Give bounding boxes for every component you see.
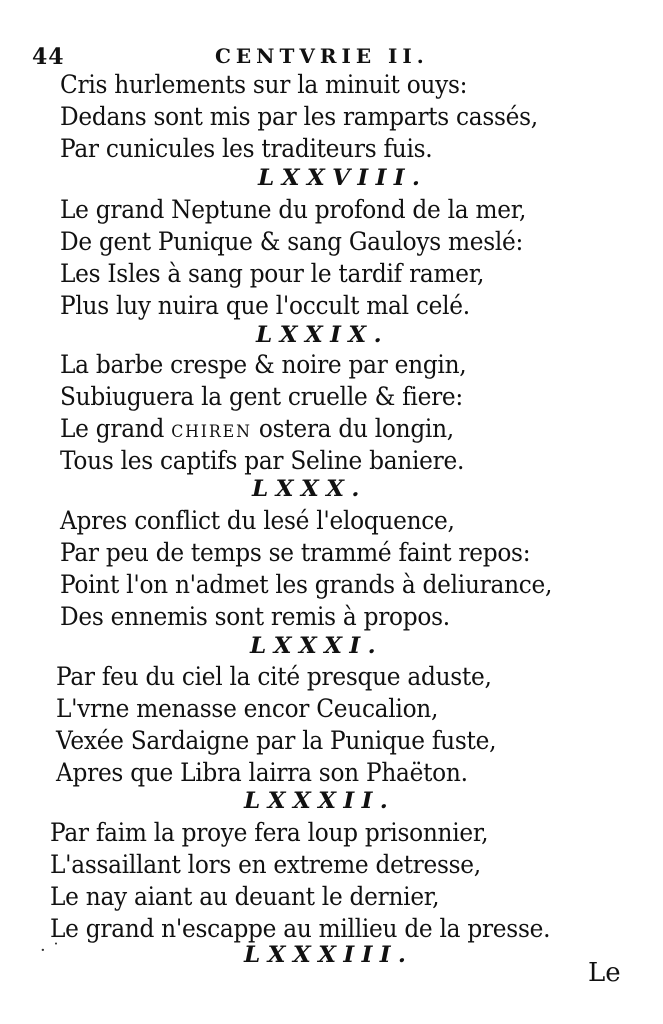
catchword: Le bbox=[588, 958, 621, 988]
ink-mark: · ˙ bbox=[40, 940, 61, 961]
verse-line: Par peu de temps se trammé faint repos: bbox=[60, 538, 531, 567]
quatrain-number: LXXXI. bbox=[250, 633, 383, 659]
verse-line: Subiuguera la gent cruelle & fiere: bbox=[60, 382, 463, 411]
verse-line: De gent Punique & sang Gauloys meslé: bbox=[60, 227, 524, 256]
verse-line: Les Isles à sang pour le tardif ramer, bbox=[60, 259, 485, 288]
quatrain-number: LXXIX. bbox=[256, 322, 389, 348]
proper-name-smallcaps: CHIREN bbox=[171, 422, 252, 442]
verse-line: Le grand Neptune du profond de la mer, bbox=[60, 195, 527, 224]
verse-line: Par faim la proye fera loup prisonnier, bbox=[50, 818, 489, 847]
quatrain-number: LXXXII. bbox=[244, 788, 396, 814]
verse-line: Des ennemis sont remis à propos. bbox=[60, 602, 450, 631]
verse-line: Plus luy nuira que l'occult mal celé. bbox=[60, 291, 470, 320]
verse-line: L'assaillant lors en extreme detresse, bbox=[50, 850, 481, 879]
verse-line: Tous les captifs par Seline baniere. bbox=[60, 446, 465, 475]
verse-line: Le grand n'escappe au millieu de la presse. bbox=[50, 914, 551, 943]
quatrain-number: LXXXIII. bbox=[244, 942, 414, 968]
verse-line: Par feu du ciel la cité presque aduste, bbox=[56, 662, 492, 691]
verse-line-with-name bbox=[60, 414, 454, 447]
verse-line: La barbe crespe & noire par engin, bbox=[60, 350, 467, 379]
verse-line: L'vrne menasse encor Ceucalion, bbox=[56, 694, 439, 723]
quatrain-number: LXXX. bbox=[252, 476, 367, 502]
quatrain-number: LXXVIII. bbox=[258, 165, 428, 191]
verse-line: Apres conflict du lesé l'eloquence, bbox=[60, 506, 455, 535]
verse-fragment: Le grand bbox=[60, 414, 165, 443]
verse-line: Dedans sont mis par les ramparts cassés, bbox=[60, 102, 538, 131]
verse-line: Par cunicules les traditeurs fuis. bbox=[60, 134, 433, 163]
verse-line: Apres que Libra lairra son Phaëton. bbox=[56, 758, 468, 787]
verse-line: Vexée Sardaigne par la Punique fuste, bbox=[56, 726, 497, 755]
page-number: 44 bbox=[32, 44, 65, 70]
verse-line: Cris hurlements sur la minuit ouys: bbox=[60, 70, 468, 99]
verse-line: Le nay aiant au deuant le dernier, bbox=[50, 882, 440, 911]
verse-fragment: ostera du longin, bbox=[258, 414, 454, 443]
verse-line: Point l'on n'admet les grands à deliurance, bbox=[60, 570, 553, 599]
running-title: CENTVRIE II. bbox=[215, 44, 429, 68]
